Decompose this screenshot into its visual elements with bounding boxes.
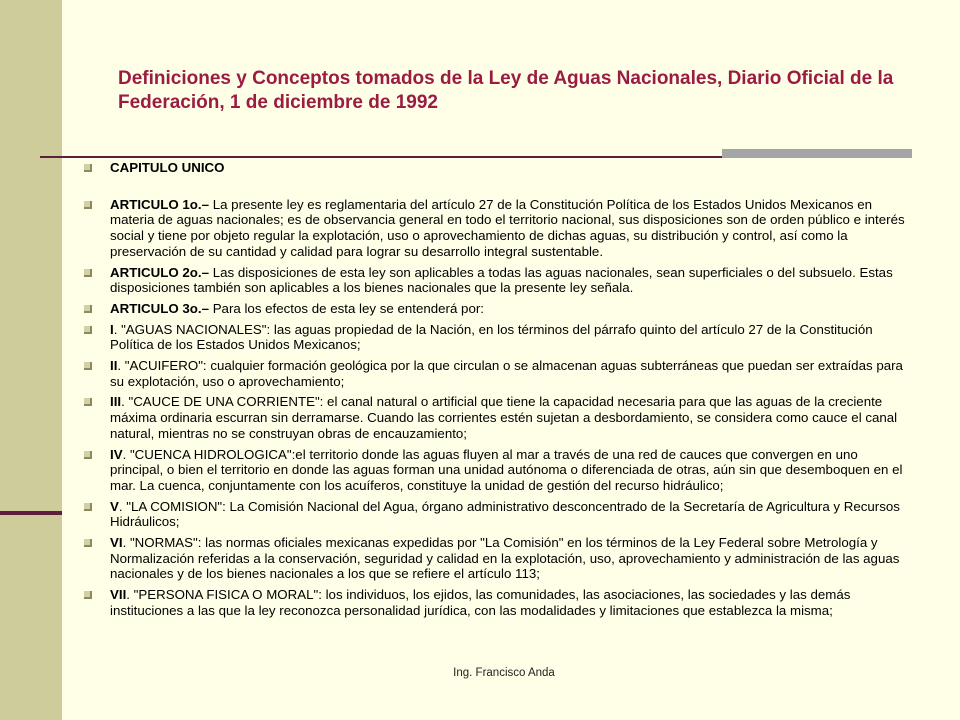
definition-label: V bbox=[110, 498, 119, 514]
sidebar-decoration bbox=[0, 0, 62, 720]
article-text: Para los efectos de esta ley se entenderá por: bbox=[212, 300, 484, 316]
bullet-icon bbox=[84, 164, 92, 172]
article-label: ARTICULO 1o.– bbox=[110, 196, 213, 212]
definition-text: . "PERSONA FISICA O MORAL": los individuos, los ejidos, las comunidades, las asociaciones, las sociedades y las demás instituciones a las que la ley reconozca personalidad jurídica, con las modalidades y limitaciones que establezca la misma; bbox=[110, 587, 851, 618]
definition-text: . "CAUCE DE UNA CORRIENTE": el canal natural o artificial que tiene la capacidad necesaria para que las aguas de la creciente máxima ordinaria escurran sin derramarse. Cuando las corrientes estén sujetan a desbordamiento, se considera como cauce el canal natural, mientras no se construyan obras de encauzamiento; bbox=[110, 394, 898, 441]
bullet-icon bbox=[84, 539, 92, 547]
definition-label: VII bbox=[110, 587, 127, 603]
bullet-icon bbox=[84, 362, 92, 370]
definition-label: I bbox=[110, 321, 114, 337]
definition-item-3 bbox=[84, 394, 914, 441]
slide-content bbox=[84, 160, 914, 619]
slide-title: Definiciones y Conceptos tomados de la Ley de Aguas Nacionales, Diario Oficial de la Federación, 1 de diciembre de 1992 bbox=[118, 68, 894, 113]
article-item-3 bbox=[84, 301, 914, 317]
definition-text: . "AGUAS NACIONALES": las aguas propiedad de la Nación, en los términos del párrafo quinto del artículo 27 de la Constitución Política de los Estados Unidos Mexicanos; bbox=[110, 321, 873, 353]
article-label: ARTICULO 3o.– bbox=[110, 300, 213, 316]
article-text: Las disposiciones de esta ley son aplicables a todas las aguas nacionales, sean superficiales o del subsuelo. Estas disposiciones también son aplicables a los bienes nacionales que la presente ley señala. bbox=[110, 264, 893, 296]
definition-text: . "LA COMISION": La Comisión Nacional del Agua, órgano administrativo desconcentrado de la Secretaría de Agricultura y Recursos Hidráulicos; bbox=[110, 498, 900, 530]
bullet-icon bbox=[84, 269, 92, 277]
bullet-icon bbox=[84, 201, 92, 209]
chapter-item bbox=[84, 160, 914, 176]
bullet-icon bbox=[84, 398, 92, 406]
definition-item-6 bbox=[84, 535, 914, 582]
bullet-icon bbox=[84, 305, 92, 313]
article-label: ARTICULO 2o.– bbox=[110, 264, 213, 280]
slide-footer: Ing. Francisco Anda bbox=[453, 667, 555, 679]
bullet-icon bbox=[84, 451, 92, 459]
definition-label: III bbox=[110, 394, 122, 410]
definition-item-4 bbox=[84, 447, 914, 494]
definition-text: . "NORMAS": las normas oficiales mexicanas expedidas por "La Comisión" en los términos de la Ley Federal sobre Metrología y Normalización referidas a la conservación, seguridad y calidad en la explotación, uso, aprovechamiento y administración de las aguas nacionales y de los bienes nacionales a los que se refiere el artículo 113; bbox=[110, 535, 900, 582]
article-item-2 bbox=[84, 265, 914, 296]
definition-item-1 bbox=[84, 322, 914, 353]
sidebar-notch bbox=[0, 511, 62, 515]
title-rule-accent bbox=[722, 149, 912, 158]
definition-label: VI bbox=[110, 535, 123, 551]
definition-label: II bbox=[110, 358, 118, 374]
definition-item-2 bbox=[84, 358, 914, 389]
definition-item-7 bbox=[84, 587, 914, 618]
definition-item-5 bbox=[84, 499, 914, 530]
definition-label: IV bbox=[110, 446, 123, 462]
bullet-icon bbox=[84, 503, 92, 511]
bullet-icon bbox=[84, 326, 92, 334]
article-item-1 bbox=[84, 197, 914, 260]
bullet-icon bbox=[84, 591, 92, 599]
chapter-heading: CAPITULO UNICO bbox=[110, 160, 225, 175]
article-text: La presente ley es reglamentaria del artículo 27 de la Constitución Política de los Estados Unidos Mexicanos en materia de aguas nacionales; es de observancia general en todo el territorio nacional, sus disposiciones son de orden público e interés social y tiene por objeto regular la explotación, uso o aprovechamiento de dichas aguas, su distribución y control, así como la preservación de su cantidad y calidad para lograr su desarrollo integral sustentable. bbox=[110, 196, 905, 259]
definition-text: . "CUENCA HIDROLOGICA":el territorio donde las aguas fluyen al mar a través de una red de cauces que convergen en uno principal, o bien el territorio en donde las aguas forman una unidad autónoma o diferenciada de otras, aún sin que desemboquen en el mar. La cuenca, conjuntamente con los acuíferos, constituye la unidad de gestión del recurso hidráulico; bbox=[110, 446, 903, 493]
definition-text: . "ACUIFERO": cualquier formación geológica por la que circulan o se almacenan aguas subterráneas que puedan ser extraídas para su explotación, uso o aprovechamiento; bbox=[110, 358, 903, 389]
